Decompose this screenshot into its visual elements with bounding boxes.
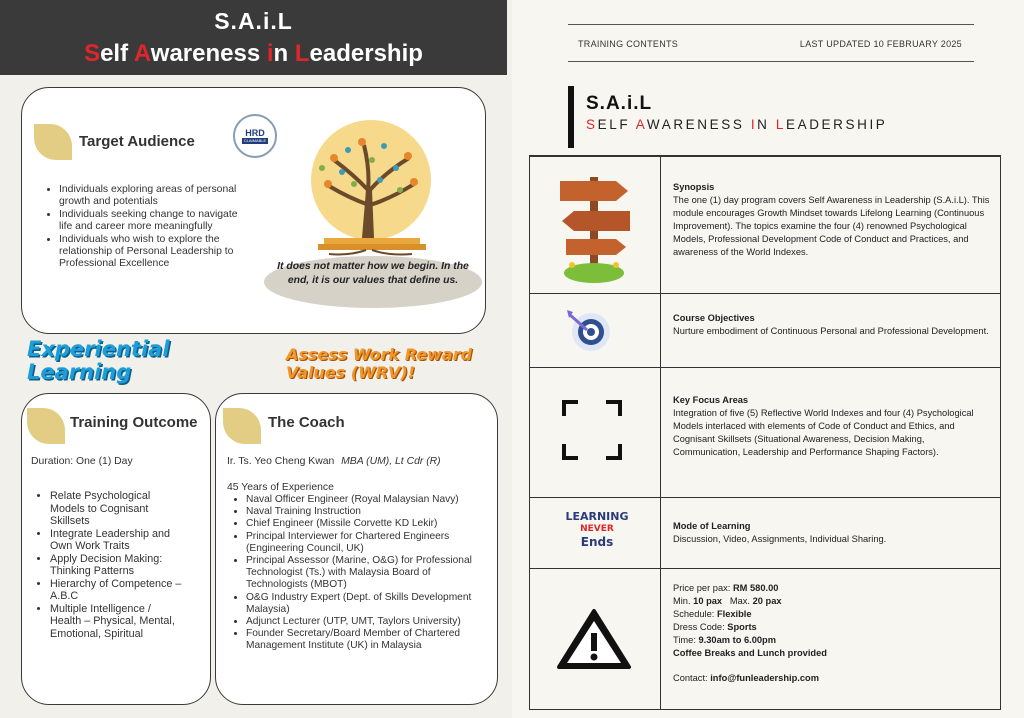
table-row — [530, 568, 1000, 709]
price-value: RM 580.00 — [732, 583, 779, 593]
target-audience-card — [21, 87, 486, 334]
list-item: • Multiple Intelligence / Health – Physical, Mental, Emotional, Spiritual — [50, 603, 183, 641]
objectives-title: Course Objectives — [673, 313, 755, 323]
left-panel — [0, 0, 507, 718]
price-line — [673, 582, 991, 595]
logo-line: Ends — [580, 535, 614, 549]
list-item: • Integrate Leadership and Own Work Traits — [50, 528, 183, 553]
list-item: • Founder Secretary/Board Member of Chartered Management Institute (UK) in Malaysia — [246, 628, 489, 652]
contact-line — [673, 672, 991, 685]
right-panel — [512, 0, 1024, 718]
leaf-icon — [34, 124, 72, 160]
heading-line: Learning — [27, 360, 132, 384]
min-label: Min. — [673, 595, 694, 606]
sail-title: S.A.i.L — [586, 93, 653, 114]
signpost-icon — [558, 169, 632, 285]
max-label: Max. — [722, 595, 753, 606]
title-part: n — [273, 40, 295, 67]
coach-name: Ir. Ts. Yeo Cheng Kwan — [227, 456, 335, 467]
time-label: Time: — [673, 634, 699, 645]
title-part: A — [635, 117, 647, 132]
dress-line — [673, 621, 991, 634]
badge-bottom-text: CLAIMABLE — [243, 138, 267, 143]
mode-body: Discussion, Video, Assignments, Individual Sharing. — [673, 533, 887, 544]
title-part: wareness — [150, 40, 267, 67]
title-part: elf — [100, 40, 134, 67]
table-row — [530, 367, 1000, 497]
training-contents-table — [529, 155, 1001, 710]
focus-frame-icon — [562, 400, 622, 460]
logo-line: LEARNING — [565, 510, 629, 523]
coffee-line — [673, 647, 991, 660]
focus-body: Integration of five (5) Reflective World Indexes and four (4) Psychological Models interlaced with elements of Code of Conduct and Ethics, and Cognisant Skillsets (Situational Awareness, Decision Making, Communication, Leadership and Performance Shaping Factors). — [673, 407, 974, 457]
title-part: I — [750, 117, 758, 132]
title-part: i — [266, 40, 274, 67]
coach-title: The Coach — [268, 414, 345, 431]
list-item: • Relate Psychological Models to Cognisant Skillsets — [50, 490, 183, 528]
training-outcome-list — [33, 490, 183, 640]
title-part: S — [84, 40, 101, 67]
list-item: • Principal Interviewer for Chartered Engineers (Engineering Council, UK) — [246, 531, 489, 555]
leaf-icon — [223, 408, 261, 444]
divider — [568, 61, 974, 62]
hrd-claimable-badge — [233, 114, 277, 158]
target-audience-list — [42, 184, 252, 271]
list-item: • Individuals exploring areas of personal growth and potentials — [59, 184, 252, 209]
dress-label: Dress Code: — [673, 621, 728, 632]
title-part: L — [294, 40, 310, 67]
header-banner — [0, 0, 507, 75]
values-quote: It does not matter how we begin. In the end, it is our values that define us. — [277, 261, 469, 286]
focus-title: Key Focus Areas — [673, 395, 749, 405]
list-item: • O&G Industry Expert (Dept. of Skills Development Malaysia) — [246, 592, 489, 616]
schedule-line — [673, 608, 991, 621]
coach-credentials: MBA (UM), Lt Cdr (R) — [341, 456, 441, 467]
header-title: S.A.i.L — [214, 8, 293, 34]
training-contents-label: TRAINING CONTENTS — [578, 39, 679, 49]
synopsis-title: Synopsis — [673, 182, 715, 192]
table-row — [530, 156, 1000, 293]
schedule-value: Flexible — [716, 608, 752, 619]
last-updated-label: LAST UPDATED 10 FEBRUARY 2025 — [799, 39, 962, 49]
schedule-label: Schedule: — [673, 608, 717, 619]
list-item: • Individuals who wish to explore the relationship of Personal Leadership to Professional Excellence — [59, 234, 252, 271]
list-item: • Apply Decision Making: Thinking Patterns — [50, 553, 183, 578]
mode-cell — [673, 520, 991, 546]
tree-of-values-illustration — [304, 120, 438, 260]
list-item: • Adjunct Lecturer (UTP, UMT, Taylors University) — [246, 616, 489, 628]
learning-never-ends-logo — [562, 510, 632, 549]
coach-list — [229, 494, 489, 653]
objectives-cell — [673, 312, 991, 338]
time-value: 9.30am to 6.00pm — [698, 634, 776, 645]
title-part: A — [133, 40, 151, 67]
badge-top-text: HRD — [245, 128, 265, 138]
synopsis-cell — [673, 181, 991, 258]
objectives-body: Nurture embodiment of Continuous Personal and Professional Development. — [673, 325, 989, 336]
heading-line: Values (WRV)! — [286, 363, 416, 382]
title-part: WARENESS — [646, 117, 751, 132]
coach-name-line — [227, 456, 441, 468]
contact-email[interactable]: info@funleadership.com — [710, 673, 819, 684]
coach-card — [215, 393, 498, 705]
list-item: • Naval Training Instruction — [246, 506, 489, 518]
title-accent-bar — [568, 86, 574, 148]
training-outcome-title: Training Outcome — [70, 414, 198, 431]
divider — [568, 24, 974, 25]
time-line — [673, 634, 991, 647]
title-part: EADERSHIP — [785, 117, 888, 132]
experience-text: 45 Years of Experience — [227, 482, 334, 493]
title-part: ELF — [597, 117, 636, 132]
list-item: • Naval Officer Engineer (Royal Malaysian Navy) — [246, 494, 489, 506]
price-label: Price per pax: — [673, 583, 733, 593]
list-item: • Hierarchy of Competence – A.B.C — [50, 578, 183, 603]
synopsis-body: The one (1) day program covers Self Awareness in Leadership (S.A.i.L). This module encourages Growth Mindset towards Lifelong Learning (Continuous Improvement). The topics examine the four (4) renowned Psychological Models, Professional Development Code of Conduct and Practices, and awareness of the World Indexes. — [673, 194, 990, 257]
leaf-icon — [27, 408, 65, 444]
assess-wrv-heading — [286, 346, 472, 382]
header-subtitle — [0, 40, 507, 68]
table-row — [530, 497, 1000, 568]
logo-line: NEVER — [580, 524, 614, 534]
target-audience-title: Target Audience — [79, 133, 195, 150]
list-item: • Principal Assessor (Marine, O&G) for Professional Technologist (Ts.) with Malaysia Board of Technologists (MBOT) — [246, 555, 489, 592]
list-item: • Chief Engineer (Missile Corvette KD Lekir) — [246, 518, 489, 530]
list-item: • Individuals seeking change to navigate life and career more meaningfully — [59, 209, 252, 234]
training-outcome-card — [21, 393, 211, 705]
target-icon — [565, 308, 611, 354]
table-row — [530, 293, 1000, 367]
heading-line: Assess Work Reward — [286, 345, 473, 364]
sail-subtitle — [586, 117, 887, 132]
title-part: S — [586, 117, 598, 132]
details-cell — [673, 582, 991, 685]
max-value: 20 pax — [752, 595, 782, 606]
focus-cell — [673, 394, 991, 459]
warning-icon — [556, 607, 632, 671]
dress-value: Sports — [727, 621, 757, 632]
duration-text: Duration: One (1) Day — [31, 456, 133, 467]
title-part: eadership — [309, 40, 423, 67]
mode-title: Mode of Learning — [673, 521, 751, 531]
pax-line — [673, 595, 991, 608]
title-part: N — [757, 117, 776, 132]
heading-line: Experiential — [27, 337, 170, 361]
title-part: L — [775, 117, 786, 132]
min-value: 10 pax — [693, 595, 723, 606]
contact-label: Contact: — [673, 673, 711, 684]
coffee-text: Coffee Breaks and Lunch provided — [673, 647, 827, 658]
experiential-learning-heading — [27, 338, 170, 384]
